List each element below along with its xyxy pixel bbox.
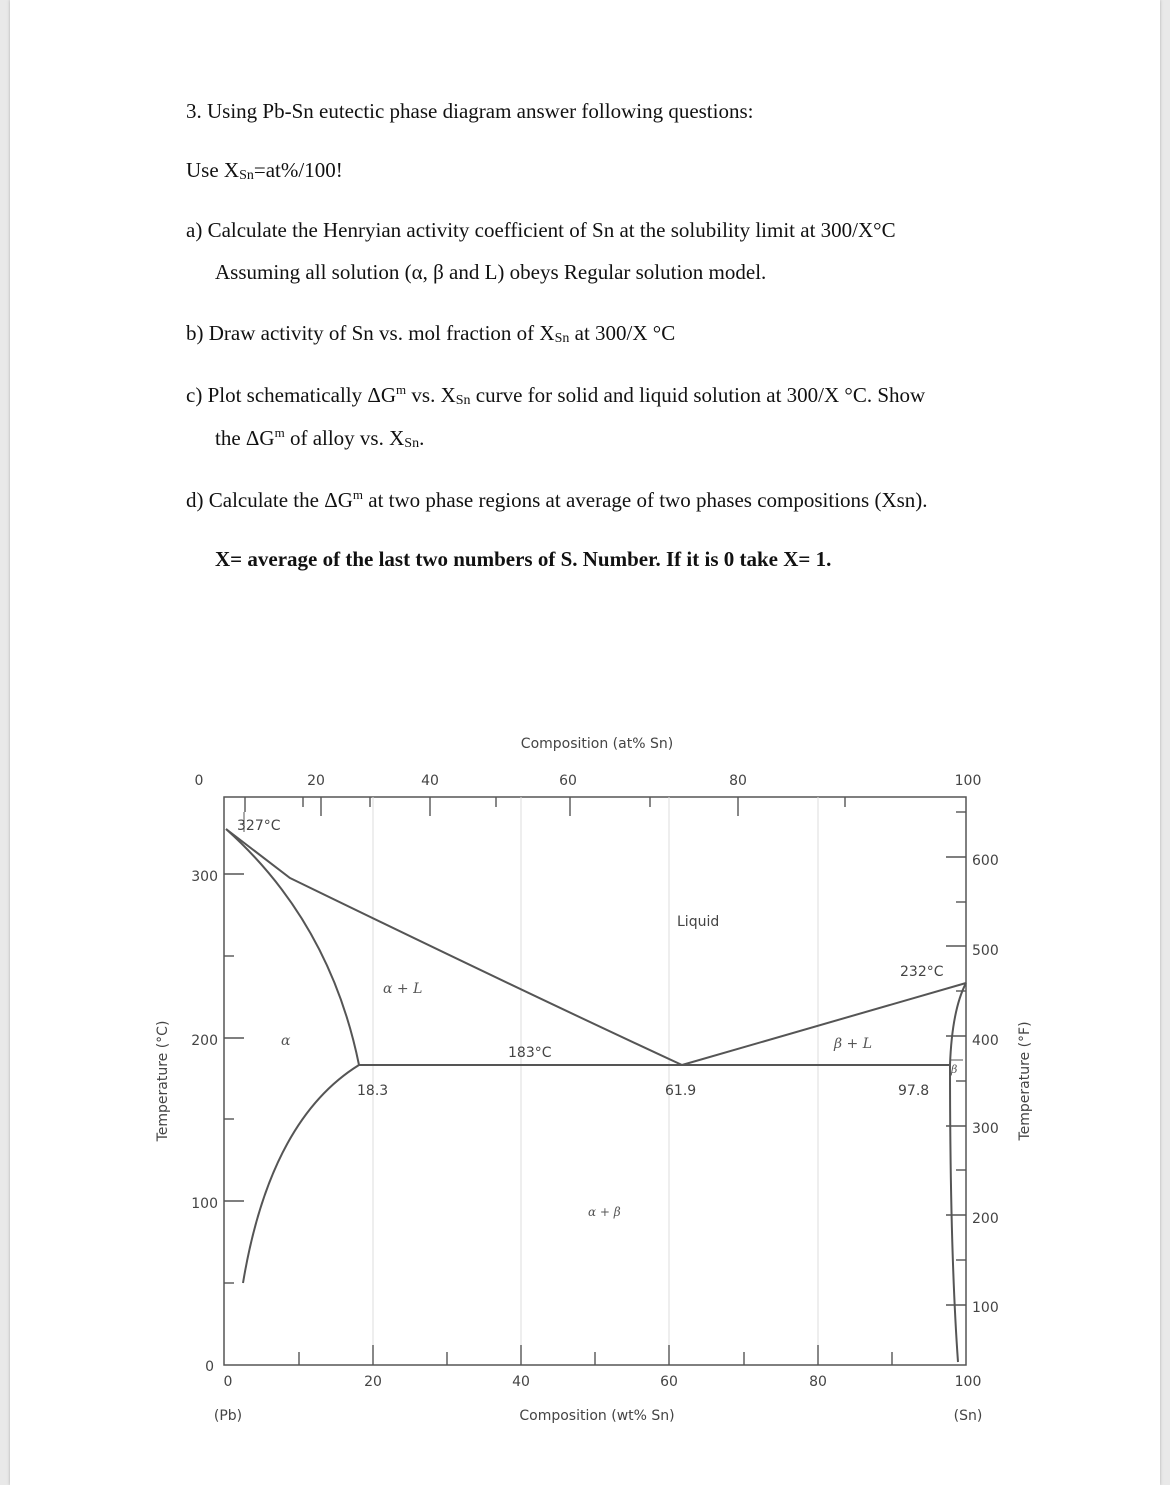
solidus-alpha [226,829,359,1065]
bottom-tick-label: 100 [954,1374,982,1390]
left-axis-title: Temperature (°C) [155,1020,171,1142]
question-a-line1: a) Calculate the Henryian activity coefficient of Sn at the solubility limit at 300/X°C [186,218,896,242]
right-axis-title: Temperature (°F) [1017,1021,1033,1141]
question-a-line2: Assuming all solution (α, β and L) obeys Regular solution model. [215,260,767,284]
top-tick-label: 100 [954,773,982,789]
phase-liquid: Liquid [677,914,720,930]
liquidus-right [682,983,966,1065]
beta-solubility-limit: 97.8 [898,1083,930,1099]
bottom-tick-label: 60 [660,1374,678,1390]
phase-alpha: α [281,1033,291,1049]
top-axis-ticks [245,797,845,816]
left-tick-label: 200 [191,1033,218,1049]
plot-frame [224,797,966,1365]
use-instruction: Use $X_{Sn}=at\%/100$! [186,158,343,183]
bottom-tick-label: 20 [364,1374,382,1390]
question-c-line1: c) Plot schematically $\Delta G^m$ vs. $X_{Sn}$ curve for solid and liquid solution at 300/X °C. Show [186,382,926,408]
top-axis-title: Composition (at% Sn) [520,736,674,752]
phase-beta: β [951,1063,958,1076]
bottom-tick-label: 80 [809,1374,827,1390]
bottom-axis-title: Composition (wt% Sn) [519,1408,675,1424]
alpha-solubility-limit: 18.3 [357,1083,389,1099]
solvus-beta [950,1065,958,1362]
right-tick-label: 500 [972,943,999,959]
question-c-line2: the $\Delta G^m$ of alloy vs. $X_{Sn}$. [215,425,425,451]
phase-alpha-plus-liquid: α + L [383,981,423,997]
left-tick-label: 100 [191,1196,218,1212]
phase-alpha-plus-beta: α + β [588,1205,621,1219]
question-b: b) Draw activity of Sn vs. mol fraction of $X_{Sn}$ at 300/X °C [186,321,676,346]
pb-melting-point: 327°C [237,818,281,834]
top-tick-label: 80 [729,773,747,789]
eutectic-composition: 61.9 [665,1083,697,1099]
left-axis-ticks [224,874,244,1283]
sn-label: (Sn) [953,1408,983,1424]
right-tick-label: 400 [972,1033,999,1049]
solidus-beta [950,983,966,1065]
top-tick-label: 40 [421,773,439,789]
bottom-tick-label: 0 [223,1374,233,1390]
top-tick-label: 20 [307,773,325,789]
right-tick-label: 200 [972,1211,999,1227]
bottom-axis-ticks [299,1345,892,1365]
eutectic-temperature: 183°C [508,1045,552,1061]
liquidus-left [226,829,682,1065]
question-d: d) Calculate the $\Delta G^m$ at two phase regions at average of two phases compositions (Xsn). [186,487,928,512]
right-axis-ticks [946,812,966,1305]
right-tick-label: 600 [972,853,999,869]
right-tick-label: 100 [972,1300,999,1316]
top-tick-label: 60 [559,773,577,789]
phase-beta-plus-liquid: β + L [834,1036,873,1052]
left-tick-label: 300 [191,869,218,885]
sn-melting-point: 232°C [900,964,944,980]
question-intro: 3. Using Pb-Sn eutectic phase diagram answer following questions: [186,99,754,123]
top-tick-label: 0 [194,773,204,789]
solvus-alpha [243,1065,359,1283]
pb-label: (Pb) [213,1408,243,1424]
left-tick-label: 0 [205,1359,214,1375]
bottom-tick-label: 40 [512,1374,530,1390]
note-x-definition: X= average of the last two numbers of S. Number. If it is 0 take X= 1. [215,547,832,571]
right-tick-label: 300 [972,1121,999,1137]
